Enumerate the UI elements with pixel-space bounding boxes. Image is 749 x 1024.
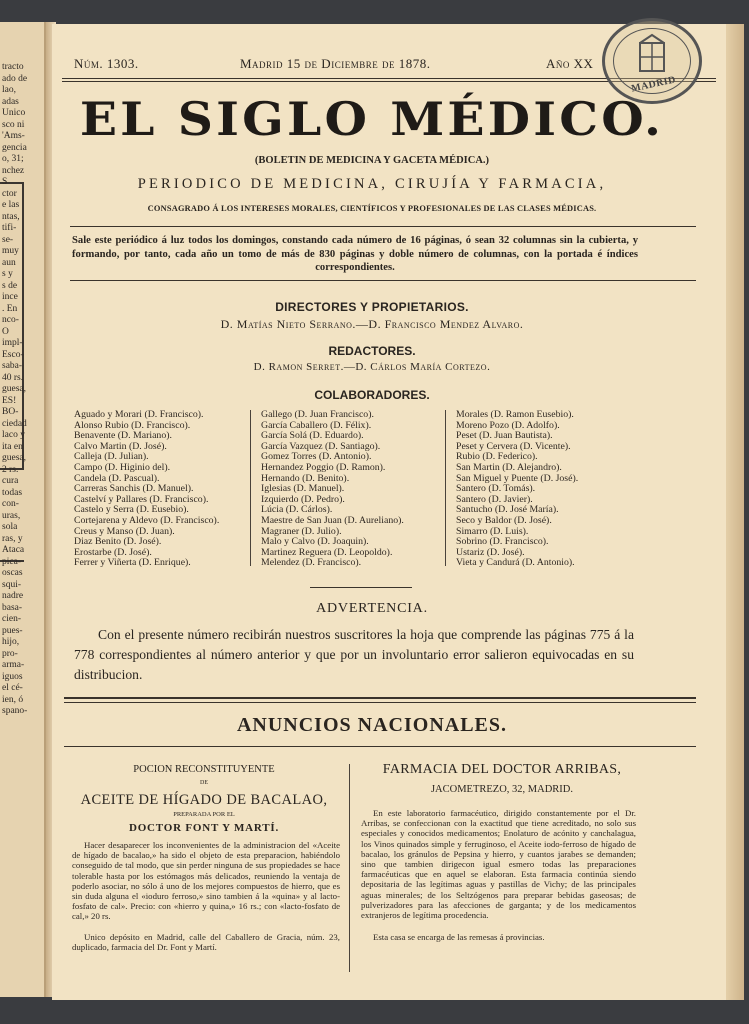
left-page-snippet: ita en <box>2 441 23 452</box>
left-page-snippet: gencia <box>2 142 27 153</box>
collaborator-name: Calleja (D. Julian). <box>74 451 149 463</box>
anuncios-rule-top <box>64 697 696 699</box>
left-page-snippet: . En <box>2 303 18 314</box>
advertencia-heading: ADVERTENCIA. <box>316 601 428 616</box>
left-page-snippet: sco ni <box>2 119 25 130</box>
collaborator-name: Santero (D. Tomás). <box>456 483 536 495</box>
ad-right-title: FARMACIA DEL DOCTOR ARRIBAS, <box>382 762 622 777</box>
collaborator-name: Campo (D. Higinio del). <box>74 461 171 473</box>
left-page-snippet: Unico <box>2 108 26 118</box>
collaborator-name: Calvo Martin (D. José). <box>74 440 167 452</box>
masthead-subtitle: (BOLETIN DE MEDICINA Y GACETA MÉDICA.) <box>254 155 490 166</box>
left-page-snippet: Esco- <box>2 349 24 360</box>
publication-notice: Sale este periódico á luz todos los domingos, constando cada número de 16 páginas, ó sean 32 columnas sin la cubierta, y formando, por tanto, cada año un tomo de más de 830 páginas y doble número de columnas, con la portada é índices correspondientes. <box>72 235 638 274</box>
collaborator-name: San Miguel y Puente (D. José). <box>456 472 579 484</box>
ad-right-text: En este laboratorio farmacéutico, dirigido constantemente por el Dr. Arribas, se confeccionan con la exactitud que tiene acreditado, no solo sus especiales y conocidos medicamentos; Enolaturo de acónito y canchalagua, los Vinos quinados simple y ferruginoso, el Aceite iodo-ferroso de hígado de bacalao, los gránulos de Pepsina y hierro, y cuantos jarabes se demanden; sino que tambien dirigecon igual esmero todas las preparaciones farmacéuticas que en aquel se elaboran. Esta farmacia continúa siendo depositaria de las legítimas aguas y pastillas de Vichy; de las principales aguas minerales; de los Seltzógenos para preparar bebidas gaseosas; de pulverizadores para las afecciones de garganta; y de los medicamentos extranjeros de legítima procedencia. <box>361 808 636 921</box>
collaborator-name: Cortejarena y Aldevo (D. Francisco). <box>74 514 220 526</box>
column-divider-2 <box>445 410 446 566</box>
column-divider-1 <box>250 410 251 566</box>
left-page-snippet: ciedad <box>2 418 27 429</box>
anuncios-rule-top-2 <box>64 702 696 703</box>
collaborator-name: Carreras Sanchis (D. Manuel). <box>74 483 194 495</box>
left-page-snippet: basa- <box>2 602 23 613</box>
left-page-snippet: Ataca <box>2 545 25 555</box>
left-page-snippet: S <box>2 177 8 187</box>
left-page-snippet: saba- <box>2 361 23 371</box>
left-page-snippet: e las <box>2 200 20 210</box>
collaborator-name: Lúcia (D. Cárlos). <box>261 504 333 516</box>
collaborator-name: García Solá (D. Eduardo). <box>261 430 364 442</box>
left-page-snippet: cura <box>2 476 19 486</box>
left-page-snippet: nco- <box>2 315 19 325</box>
ad-left-line1: POCION RECONSTITUYENTE <box>133 764 275 775</box>
left-page-snippet: guesa, <box>2 384 27 394</box>
masthead-tagline: PERIODICO DE MEDICINA, CIRUJÍA Y FARMACIA, <box>137 176 607 192</box>
editors-names: D. Ramon Serret.—D. Cárlos María Cortezo. <box>253 361 491 373</box>
left-page-snippet: O <box>2 326 9 337</box>
collaborator-name: San Martin (D. Alejandro). <box>456 461 562 473</box>
left-page-snippet: ince <box>2 292 18 302</box>
left-page-snippet: con- <box>2 499 19 509</box>
left-page-snippet: 40 rs. <box>2 372 24 383</box>
left-page-snippet: oscas <box>2 568 23 578</box>
collaborator-name: Morales (D. Ramon Eusebio). <box>456 409 574 420</box>
left-page-snippet: se- <box>2 234 14 245</box>
collaborator-name: Erostarbe (D. José). <box>74 546 152 558</box>
left-page-snippet: pica- <box>2 556 21 567</box>
left-page-snippet: el cé- <box>2 683 23 693</box>
ad-right-address: JACOMETREZO, 32, MADRID. <box>430 784 574 795</box>
directors-heading: DIRECTORES Y PROPIETARIOS. <box>275 300 469 314</box>
left-page-snippet: ES! <box>2 395 17 406</box>
collaborator-name: Martinez Reguera (D. Leopoldo). <box>261 546 393 558</box>
ad-left-line2: DE <box>200 780 208 786</box>
left-page-snippet: o, 31; <box>2 154 24 164</box>
collaborator-name: Aguado y Morari (D. Francisco). <box>74 409 204 420</box>
left-page-snippet: hijo, <box>2 637 20 647</box>
left-page-snippet: nchez <box>2 165 25 176</box>
issue-date: Madrid 15 de Diciembre de 1878. <box>240 56 431 71</box>
left-page-snippet: guesa, <box>2 453 27 463</box>
collaborator-name: Peset y Cervera (D. Vicente). <box>456 440 571 452</box>
directors-names: D. Matías Nieto Serrano.—D. Francisco Mendez Alvaro. <box>220 317 524 331</box>
collaborator-name: Seco y Baldor (D. José). <box>456 514 552 526</box>
advertencia-text: Con el presente número recibirán nuestros suscritores la hoja que comprende las páginas 775 á la 778 correspondientes al número anterior y que por un involuntario error salieron equivocadas en su distribucion. <box>74 627 634 682</box>
left-page-snippet: tifi- <box>2 223 17 233</box>
ad-left-text: Hacer desaparecer los inconvenientes de la administracion del «Aceite de hígado de bacalao,» ha sido el objeto de esta preparacion, habiéndolo conseguido de tal modo, que sin perder ninguna de sus propiedades se hace tolerable hasta por los estómagos más delicados, reuniendo la ventaja de poderlo asociar, no sólo á uno de los mejores compuestos de hierro, que es sin duda alguna el «ioduro ferroso,» sino tambien á la «quina» y al lacto-fosfato de cal». Precio: con «hierro y quina,» 16 rs.; con «lacto-fosfato de cal,» 20 rs. <box>72 840 340 922</box>
collaborator-name: Ustariz (D. José). <box>456 546 525 558</box>
left-page-snippet: ado de <box>2 73 28 84</box>
anuncios-divider <box>349 764 350 972</box>
left-page-snippet: arma- <box>2 660 25 670</box>
ad-left-prepared: PREPARADA POR EL <box>173 811 235 818</box>
left-page-snippet: iguos <box>2 671 23 682</box>
left-page-snippet: s de <box>2 280 18 291</box>
collaborator-name: Magraner (D. Julio). <box>261 525 342 537</box>
collaborator-name: Iglesias (D. Manuel). <box>261 483 345 495</box>
collaborators-col-1 <box>74 410 250 569</box>
ad-left-deposit: Unico depósito en Madrid, calle del Caballero de Gracia, núm. 23, duplicado, farmacia del Dr. Font y Martí. <box>72 932 340 953</box>
ad-left-title: ACEITE DE HÍGADO DE BACALAO, <box>80 792 328 808</box>
collaborator-name: Creus y Manso (D. Juan). <box>74 525 175 537</box>
anuncios-rule-bottom <box>64 746 696 747</box>
collaborator-name: Benavente (D. Mariano). <box>74 430 172 442</box>
left-page-fragment <box>0 22 46 997</box>
collaborator-name: Castelví y Pallares (D. Francisco). <box>74 493 209 505</box>
left-page-snippet: s y <box>2 269 13 279</box>
issue-number: Núm. 1303. <box>74 56 139 71</box>
left-page-snippet: impl- <box>2 338 23 348</box>
collaborator-name: Peset (D. Juan Bautista). <box>456 430 553 442</box>
collaborator-name: García Vazquez (D. Santiago). <box>261 440 381 452</box>
left-page-snippet: BO- <box>2 407 19 417</box>
collaborator-name: Castelo y Serra (D. Eusebio). <box>74 504 189 516</box>
collaborator-name: Izquierdo (D. Pedro). <box>261 493 345 505</box>
left-page-snippet: nadre <box>2 591 24 601</box>
stamp-text: MADRID <box>630 74 677 95</box>
left-page-snippet: aun <box>2 257 16 268</box>
notice-rule-top <box>70 226 696 227</box>
left-page-text <box>2 62 27 718</box>
left-page-snippet: lao, <box>2 85 16 95</box>
left-page-snippet: 'Ams- <box>2 131 25 141</box>
newspaper-page <box>52 24 726 1000</box>
page-edge <box>726 24 744 1000</box>
collaborator-name: Simarro (D. Luis). <box>456 525 529 537</box>
collaborator-name: Diaz Benito (D. José). <box>74 536 162 548</box>
left-page-snippet: adas <box>2 96 19 107</box>
collaborator-name: Santero (D. Javier). <box>456 493 533 505</box>
collaborator-name: Alonso Rubio (D. Francisco). <box>74 419 191 431</box>
left-page-snippet: laco y <box>2 430 25 440</box>
masthead-title: EL SIGLO MÉDICO. <box>79 92 665 146</box>
left-page-snippet: ras, y <box>2 533 23 544</box>
collaborator-name: Vieta y Candurá (D. Antonio). <box>456 557 575 569</box>
left-page-snippet: pro- <box>2 648 18 659</box>
left-page-snippet: spano- <box>2 706 28 716</box>
collaborators-heading: COLABORADORES. <box>314 388 430 402</box>
masthead-dedication: CONSAGRADO Á LOS INTERESES MORALES, CIENTÍFICOS Y PROFESIONALES DE LAS CLASES MÉDICAS. <box>147 204 597 213</box>
left-page-snippet: muy <box>2 246 19 256</box>
ad-left-doctor: DOCTOR FONT Y MARTÍ. <box>128 822 280 834</box>
collaborator-name: Maestre de San Juan (D. Aureliano). <box>261 514 404 526</box>
collaborator-name: Sobrino (D. Francisco). <box>456 536 549 548</box>
editors-heading: REDACTORES. <box>328 344 416 358</box>
collaborator-name: Ferrer y Viñerta (D. Enrique). <box>74 557 191 569</box>
collaborator-name: Rubio (D. Federico). <box>456 451 538 463</box>
left-page-snippet: ntas, <box>2 211 20 222</box>
left-page-snippet: ctor <box>2 188 17 199</box>
collaborators-col-3 <box>456 410 640 569</box>
collaborator-name: Santucho (D. José María). <box>456 504 559 516</box>
collaborator-name: Melendez (D. Francisco). <box>261 557 362 569</box>
collaborator-name: Malo y Calvo (D. Joaquin). <box>261 536 369 548</box>
notice-rule-bottom <box>70 280 696 281</box>
anuncios-heading: ANUNCIOS NACIONALES. <box>236 714 508 736</box>
collaborator-name: Moreno Pozo (D. Adolfo). <box>456 419 560 431</box>
collaborator-name: Hernando (D. Benito). <box>261 472 350 484</box>
collaborator-name: García Caballero (D. Félix). <box>261 419 372 431</box>
left-page-snippet: pues- <box>2 625 23 636</box>
left-page-snippet: squi- <box>2 579 21 590</box>
left-page-snippet: sola <box>2 522 18 532</box>
collaborator-name: Hernandez Poggio (D. Ramon). <box>261 461 386 473</box>
left-page-snippet: todas <box>2 487 23 498</box>
left-page-snippet: uras, <box>2 510 21 521</box>
advertencia-rule <box>310 587 412 588</box>
ad-right-footer: Esta casa se encarga de las remesas á provincias. <box>373 932 545 942</box>
collaborator-name: Gallego (D. Juan Francisco). <box>261 409 374 420</box>
issue-year: Año XX <box>546 56 594 71</box>
left-page-snippet: ien, ó <box>2 694 24 705</box>
left-page-snippet: 2 rs. <box>2 464 19 475</box>
collaborator-name: Gomez Torres (D. Antonio). <box>261 451 372 463</box>
collaborator-name: Candela (D. Pascual). <box>74 472 160 484</box>
left-page-snippet: cien- <box>2 614 21 624</box>
collaborators-col-2 <box>261 410 447 569</box>
left-page-snippet: tracto <box>2 62 24 72</box>
